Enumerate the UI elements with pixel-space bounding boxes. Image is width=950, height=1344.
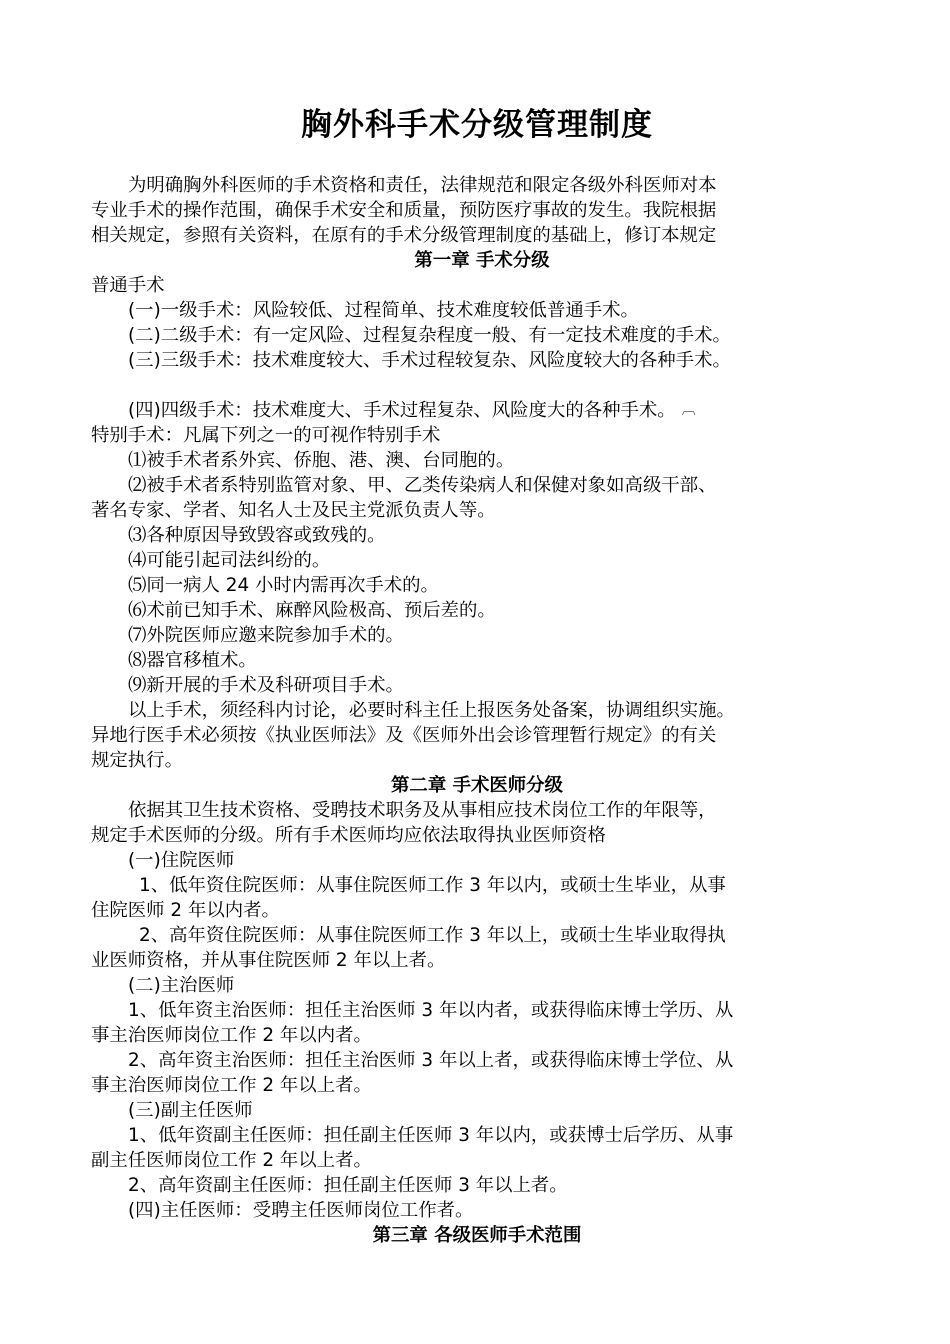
attending-label: (二)主治医师 xyxy=(128,975,235,996)
special-surgery-label: 特别手术：凡属下列之一的可视作特别手术 xyxy=(91,425,441,446)
closing-line: 规定执行。 xyxy=(91,750,183,771)
chief-line: (四)主任医师：受聘主任医师岗位工作者。 xyxy=(128,1200,474,1221)
special-item-9: ⑼新开展的手术及科研项目手术。 xyxy=(128,675,404,696)
attending-senior-line: 2、高年资主治医师：担任主治医师 3 年以上者，或获得临床博士学位、从 xyxy=(128,1050,734,1071)
special-item-4: ⑷可能引起司法纠纷的。 xyxy=(128,550,331,571)
document-title: 胸外科手术分级管理制度 xyxy=(301,107,653,143)
normal-surgery-label: 普通手术 xyxy=(91,275,165,296)
level-2-item: (二)二级手术：有一定风险、过程复杂程度一般、有一定技术难度的手术。 xyxy=(128,325,731,346)
level-3-item: (三)三级手术：技术难度较大、手术过程较复杂、风险度较大的各种手术。 xyxy=(128,350,731,371)
associate-junior-line: 1、低年资副主任医师：担任副主任医师 3 年以内，或获博士后学历、从事 xyxy=(128,1125,734,1146)
resident-label: (一)住院医师 xyxy=(128,850,235,871)
level-1-item: (一)一级手术：风险较低、过程简单、技术难度较低普通手术。 xyxy=(128,300,639,321)
chapter-2-intro-line: 规定手术医师的分级。所有手术医师均应依法取得执业医师资格 xyxy=(91,825,606,846)
associate-junior-line: 副主任医师岗位工作 2 年以上者。 xyxy=(91,1150,372,1171)
level-4-text: (四)四级手术：技术难度大、手术过程复杂、风险度大的各种手术。 xyxy=(128,400,676,421)
chapter-1-heading: 第一章 手术分级 xyxy=(414,250,550,271)
special-item-6: ⑹术前已知手术、麻醉风险极高、预后差的。 xyxy=(128,600,496,621)
special-item-8: ⑻器官移植术。 xyxy=(128,650,257,671)
chapter-2-heading: 第二章 手术医师分级 xyxy=(391,775,563,796)
intro-line: 为明确胸外科医师的手术资格和责任，法律规范和限定各级外科医师对本 xyxy=(128,175,717,196)
special-item-3: ⑶各种原因导致毁容或致残的。 xyxy=(128,525,386,546)
document-body xyxy=(91,173,863,1248)
associate-label: (三)副主任医师 xyxy=(128,1100,253,1121)
special-item-2: ⑵被手术者系特别监管对象、甲、乙类传染病人和保健对象如高级干部、 xyxy=(128,475,717,496)
level-4-item xyxy=(91,398,863,423)
chapter-3-heading: 第三章 各级医师手术范围 xyxy=(372,1225,582,1246)
resident-junior-line: 1、低年资住院医师：从事住院医师工作 3 年以内，或硕士生毕业，从事 xyxy=(139,875,726,896)
special-item-7: ⑺外院医师应邀来院参加手术的。 xyxy=(128,625,404,646)
chapter-2-intro-line: 依据其卫生技术资格、受聘技术职务及从事相应技术岗位工作的年限等， xyxy=(128,800,717,821)
special-item-5: ⑸同一病人 24 小时内需再次手术的。 xyxy=(128,575,439,596)
intro-line: 相关规定，参照有关资料，在原有的手术分级管理制度的基础上，修订本规定 xyxy=(91,225,717,246)
attending-junior-line: 事主治医师岗位工作 2 年以内者。 xyxy=(91,1025,372,1046)
associate-senior-line: 2、高年资副主任医师：担任副主任医师 3 年以上者。 xyxy=(128,1175,568,1196)
closing-line: 异地行医手术必须按《执业医师法》及《医师外出会诊管理暂行规定》的有关 xyxy=(91,725,717,746)
special-item-1: ⑴被手术者系外宾、侨胞、港、澳、台同胞的。 xyxy=(128,450,515,471)
attending-senior-line: 事主治医师岗位工作 2 年以上者。 xyxy=(91,1075,372,1096)
bracket-mark: ︹ xyxy=(681,402,696,418)
blank-line xyxy=(91,373,863,398)
resident-junior-line: 住院医师 2 年以内者。 xyxy=(91,900,280,921)
closing-line: 以上手术，须经科内讨论，必要时科主任上报医务处备案，协调组织实施。 xyxy=(128,700,735,721)
special-item-2-continued: 著名专家、学者、知名人士及民主党派负责人等。 xyxy=(91,500,496,521)
attending-junior-line: 1、低年资主治医师：担任主治医师 3 年以内者，或获得临床博士学历、从 xyxy=(128,1000,734,1021)
resident-senior-line: 2、高年资住院医师：从事住院医师工作 3 年以上，或硕士生毕业取得执 xyxy=(139,925,726,946)
resident-senior-line: 业医师资格，并从事住院医师 2 年以上者。 xyxy=(91,950,446,971)
intro-line: 专业手术的操作范围，确保手术安全和质量，预防医疗事故的发生。我院根据 xyxy=(91,200,717,221)
